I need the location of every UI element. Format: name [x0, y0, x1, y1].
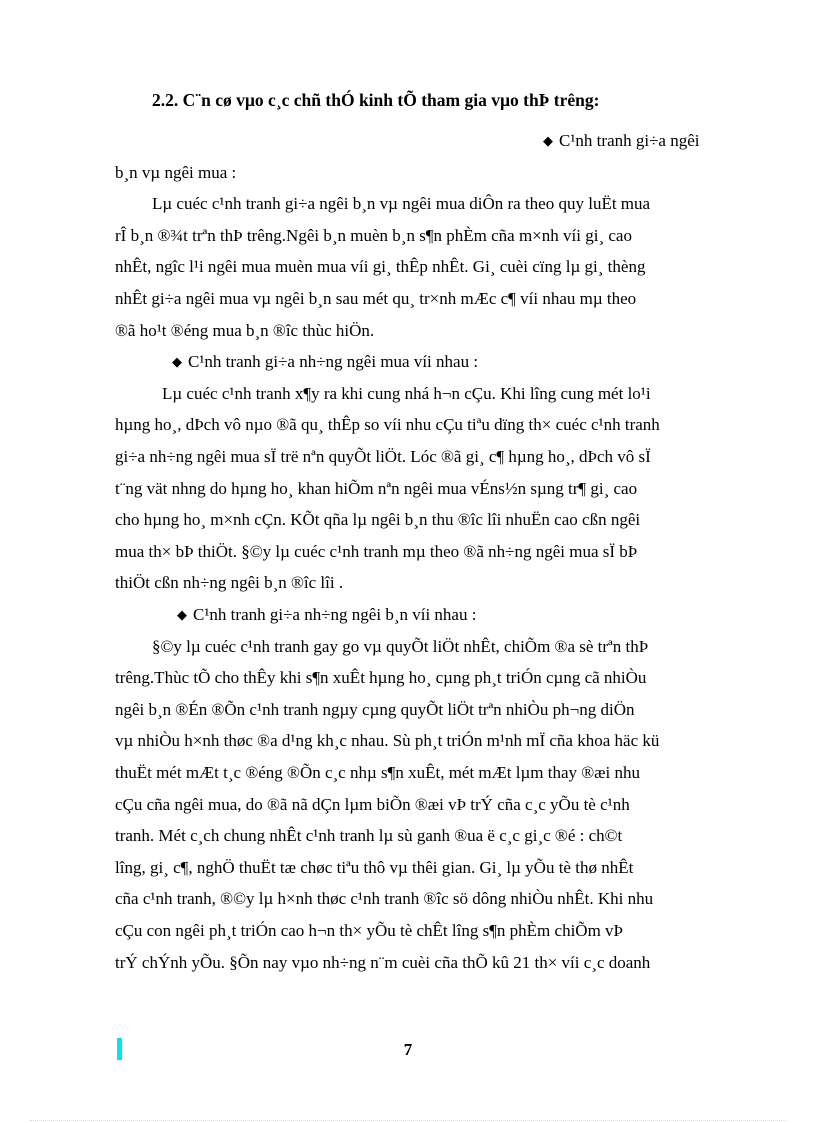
text-line — [115, 416, 660, 433]
line-text: tranh. Mét c¸ch chung nhÊt c¹nh tranh lµ sù ganh ®ua ë c¸c gi¸c ®é : ch©t — [115, 826, 623, 846]
diamond-bullet-icon: ◆ — [543, 133, 553, 148]
line-text: rÎ b¸n ®¾t trªn thÞ trêng.Ngêi b¸n muèn b¸n s¶n phÈm cña m×nh víi gi¸ cao — [115, 225, 632, 245]
line-text: hµng ho¸, dÞch vô nµo ®ã qu¸ thÊp so víi nhu cÇu tiªu dïng th× cuéc c¹nh tranh — [115, 415, 660, 435]
line-text: thiÖt cßn nh÷ng ngêi b¸n ®îc lîi . — [115, 573, 344, 593]
text-line — [162, 385, 651, 402]
text-line — [152, 638, 648, 655]
text-line — [115, 669, 646, 686]
text-line — [115, 480, 637, 497]
line-text: thuËt mét mÆt t¸c ®éng ®Õn c¸c nhµ s¶n xuÊt, mét mÆt lµm thay ®æi nhu — [115, 763, 640, 782]
line-text: mua th× bÞ thiÖt. §©y lµ cuéc c¹nh tranh mµ theo ®ã nh÷ng ngêi mua sÏ bÞ — [115, 541, 638, 561]
line-text: C¹nh tranh gi÷a ngêi — [559, 131, 700, 150]
line-text: trÝ chÝnh yÕu. §Õn nay vµo nh÷ng n¨m cuèi cña thÕ kû 21 th× víi c¸c doanh — [115, 952, 651, 972]
line-text: nhÊt gi÷a ngêi mua vµ ngêi b¸n sau mét qu¸ tr×nh mÆc c¶ víi nhau mµ theo — [115, 289, 637, 308]
line-text: nhÊt, ngîc l¹i ngêi mua muèn mua víi gi¸ thÊp nhÊt. Gi¸ cuèi cïng lµ gi¸ thèng — [115, 257, 646, 277]
line-text: Lµ cuéc c¹nh tranh gi÷a ngêi b¸n vµ ngêi mua diÔn ra theo quy luËt mua — [152, 194, 651, 214]
text-line — [115, 322, 374, 339]
text-line — [115, 164, 236, 181]
text-line — [115, 954, 650, 971]
text-line — [115, 859, 633, 876]
text-line — [115, 796, 630, 813]
text-line — [115, 890, 653, 907]
bullet-item — [177, 606, 476, 623]
line-text: vµ nhiÒu h×nh thøc ®a d¹ng kh¸c nhau. Sù ph¸t triÓn m¹nh mÏ cña khoa häc kü — [115, 731, 660, 751]
diamond-bullet-icon: ◆ — [172, 354, 182, 370]
line-text: Lµ cuéc c¹nh tranh x¶y ra khi cung nhá h¬n cÇu. Khi lîng cung mét lo¹i — [162, 383, 651, 403]
line-text: cho hµng ho¸ m×nh cÇn. KÕt qña lµ ngêi b¸n thu ®îc lîi nhuËn cao cßn ngêi — [115, 510, 641, 530]
line-text: trêng.Thùc tÕ cho thÊy khi s¶n xuÊt hµng ho¸ cµng ph¸t triÓn cµng cã nhiÒu — [115, 668, 647, 688]
section-heading: 2.2. C¨n cø vµo c¸c chñ thÓ kinh tÕ tham gia vµo thÞ trêng: — [152, 90, 600, 110]
page-number: 7 — [403, 1040, 413, 1059]
text-line — [152, 195, 650, 212]
line-text: C¹nh tranh gi÷a nh÷ng ngêi b¸n víi nhau : — [193, 605, 477, 624]
text-line — [115, 701, 635, 718]
line-text: b¸n vµ ngêi mua : — [115, 162, 237, 182]
line-text: ngêi b¸n ®Én ®Õn c¹nh tranh ngµy cµng quyÕt liÖt trªn nhiÒu ph¬ng diÖn — [115, 699, 635, 719]
line-text: gi÷a nh÷ng ngêi mua sÏ trë nªn quyÕt liÖt. Lóc ®ã gi¸ c¶ hµng ho¸, dÞch vô sÏ — [115, 447, 651, 466]
line-text: ®ã ho¹t ®éng mua b¸n ®îc thùc hiÖn. — [115, 320, 375, 340]
diamond-bullet-icon: ◆ — [177, 607, 187, 622]
line-text: lîng, gi¸ c¶, nghÖ thuËt tæ chøc tiªu thô vµ thêi gian. Gi¸ lµ yÕu tè thø nhÊt — [115, 857, 634, 877]
line-text: t¨ng vät nhng do hµng ho¸ khan hiÕm nªn ngêi mua vÉns½n sµng tr¶ gi¸ cao — [115, 478, 638, 498]
text-line — [115, 511, 640, 528]
page-bottom-rule — [30, 1120, 786, 1121]
line-text: cÇu con ngêi ph¸t triÓn cao h¬n th× yÕu tè chÊt lîng s¶n phÈm chiÕm vÞ — [115, 921, 623, 940]
bullet-item — [543, 132, 699, 149]
line-text: cÇu cña ngêi mua, do ®ã nã dÇn lµm biÕn ®æi vÞ trÝ cña c¸c yÕu tè c¹nh — [115, 794, 630, 814]
bullet-item — [172, 353, 478, 370]
text-line — [115, 227, 632, 244]
text-line — [115, 922, 623, 939]
text-line — [115, 448, 651, 465]
text-line — [115, 764, 640, 781]
line-text: cña c¹nh tranh, ®©y lµ h×nh thøc c¹nh tranh ®îc sö dông nhiÒu nhÊt. Khi nhu — [115, 889, 654, 909]
text-line — [115, 258, 645, 275]
line-text: §©y lµ cuéc c¹nh tranh gay go vµ quyÕt liÖt nhÊt, chiÕm ®a sè trªn thÞ — [152, 636, 649, 656]
text-line — [115, 290, 636, 307]
text-line — [115, 543, 637, 560]
text-line — [115, 732, 659, 749]
text-line — [115, 827, 622, 844]
line-text: C¹nh tranh gi÷a nh÷ng ngêi mua víi nhau : — [188, 352, 479, 372]
text-line — [115, 574, 343, 591]
